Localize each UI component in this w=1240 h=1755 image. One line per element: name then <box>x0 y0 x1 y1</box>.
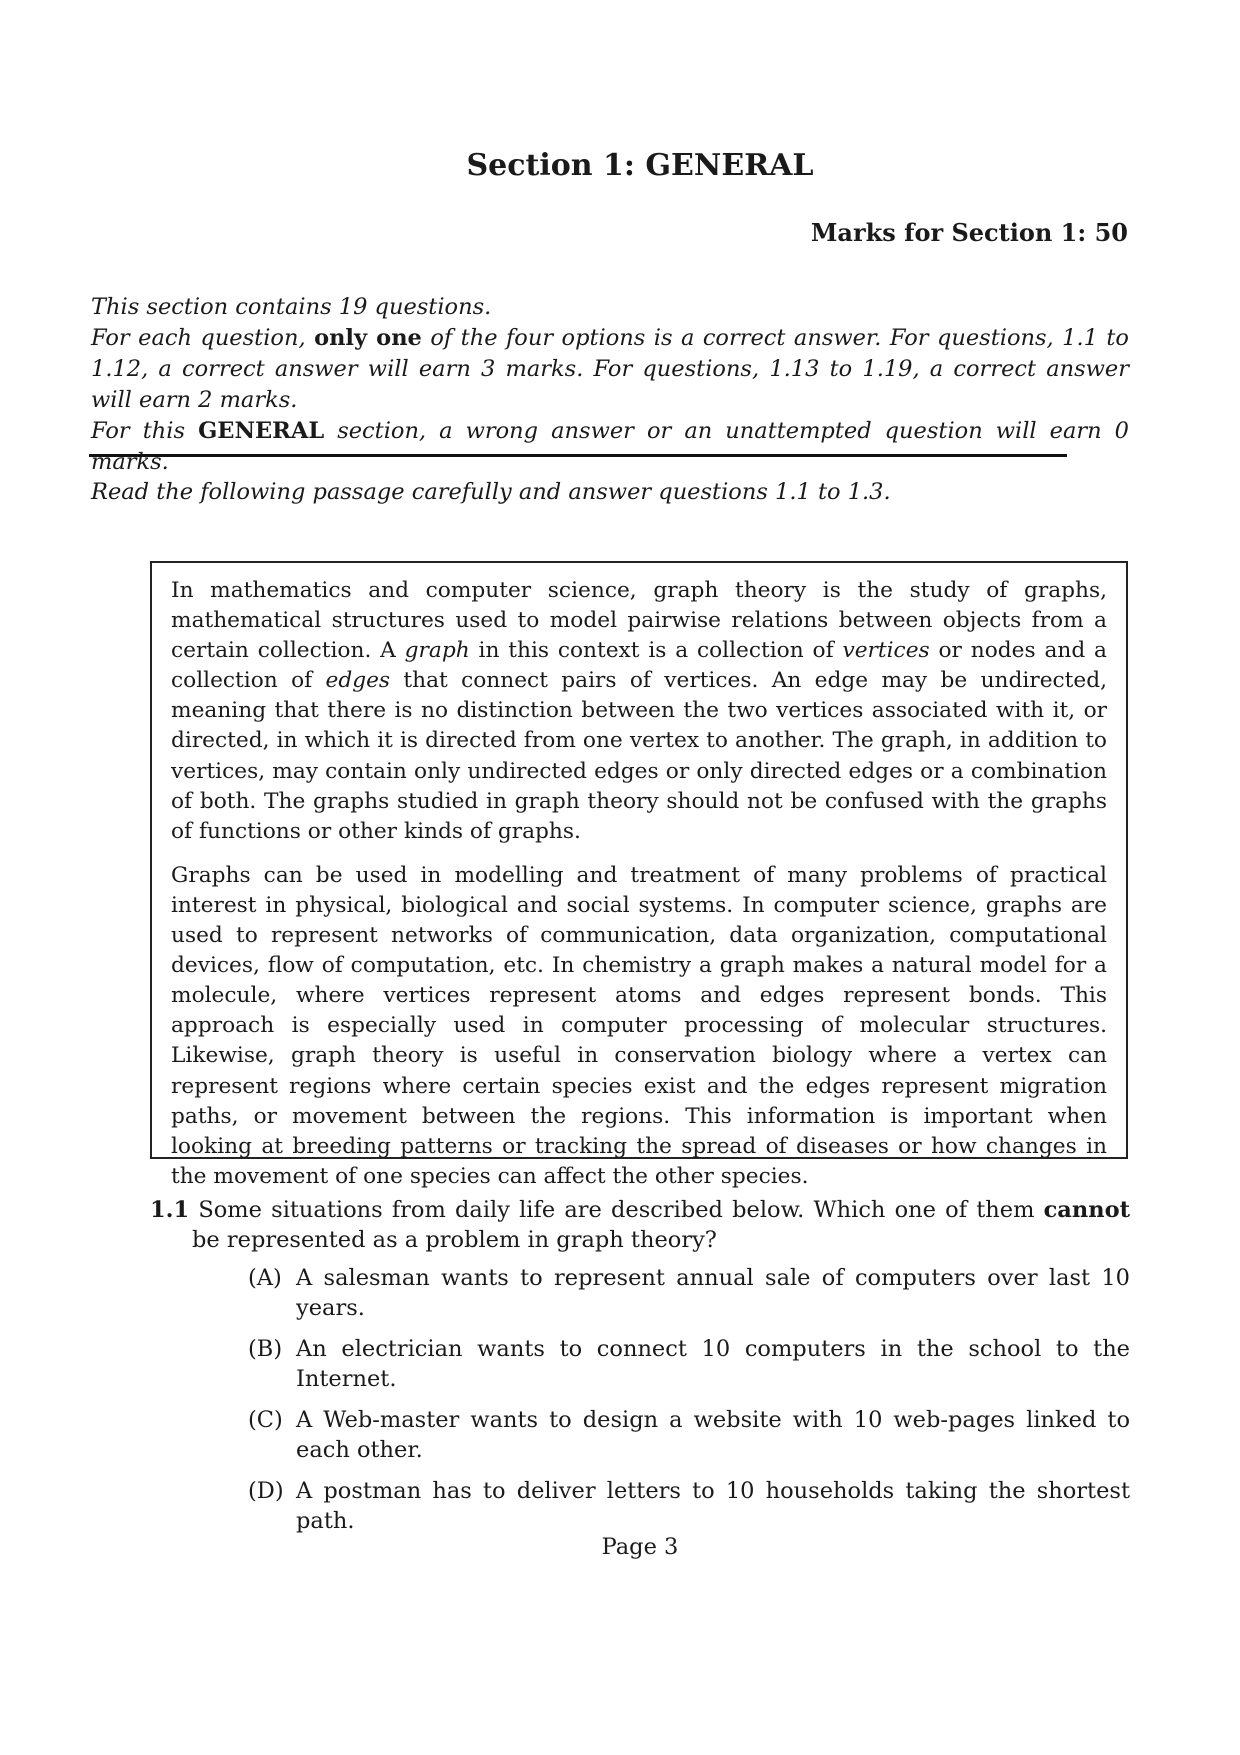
option-letter: (B) <box>248 1336 283 1362</box>
passage-term: graph <box>404 638 470 664</box>
option-text: A Web-master wants to design a website with 10 web-pages linked to each other. <box>296 1407 1130 1463</box>
passage-text: that connect pairs of vertices. An edge may be undirected, meaning that there is no distinction between the two vertices associated with it, or directed, in which it is directed from one vertex to another. The graph, in addition to vertices, may contain only undirected edges or only directed edges or a combination of both. The graphs studied in graph theory should not be confused with the graphs of functions or other kinds of graphs. <box>171 668 1108 844</box>
section-title: Section 1: GENERAL <box>466 148 814 183</box>
instruction-text: section, a wrong answer or an unattempted question will earn 0 marks. <box>91 418 1129 475</box>
option-c[interactable] <box>248 1405 1130 1465</box>
instruction-text: For each question, <box>91 325 315 351</box>
passage-paragraph-1 <box>171 576 1107 847</box>
instruction-question-count: This section contains 19 questions. <box>91 294 492 320</box>
option-text: A postman has to deliver letters to 10 households taking the shortest path. <box>296 1478 1130 1534</box>
option-text: An electrician wants to connect 10 computers in the school to the Internet. <box>296 1336 1130 1392</box>
instruction-marking-scheme <box>91 323 1129 416</box>
question-emphasis: cannot <box>1043 1197 1130 1223</box>
question-text: Some situations from daily life are described below. Which one of them <box>189 1197 1044 1223</box>
passage-term: vertices <box>842 638 930 664</box>
option-letter: (A) <box>248 1265 282 1291</box>
section-marks: Marks for Section 1: 50 <box>810 218 1128 247</box>
question-number: 1.1 <box>150 1197 190 1223</box>
question-text: be represented as a problem in graph theory? <box>192 1227 717 1253</box>
page-number: Page 3 <box>601 1534 679 1560</box>
option-b[interactable] <box>248 1334 1130 1394</box>
passage-box <box>150 561 1128 1189</box>
section-instructions <box>91 292 1129 478</box>
option-letter: (D) <box>248 1478 284 1504</box>
answer-options <box>150 1263 1130 1536</box>
instruction-negative-marking <box>91 416 1129 478</box>
passage-text: or nodes and a collection of <box>171 638 1107 694</box>
question-stem <box>150 1195 1130 1255</box>
option-letter: (C) <box>248 1407 283 1433</box>
question-1-1 <box>150 1195 1130 1547</box>
option-a[interactable] <box>248 1263 1130 1323</box>
passage-instruction: Read the following passage carefully and answer questions 1.1 to 1.3. <box>91 479 891 505</box>
horizontal-divider <box>89 454 1067 457</box>
option-text: A salesman wants to represent annual sale of computers over last 10 years. <box>296 1265 1130 1321</box>
passage-text: In mathematics and computer science, graph theory is the study of graphs, mathematical structures used to model pairwise relations between objects from a certain collection. A <box>171 578 1107 664</box>
passage-term: edges <box>325 668 391 694</box>
instruction-text: For this <box>91 418 199 444</box>
instruction-emphasis: only one <box>314 325 422 351</box>
option-d[interactable] <box>248 1476 1130 1536</box>
instruction-text: of the four options is a correct answer. For questions, 1.1 to 1.12, a correct answer will earn 3 marks. For questions, 1.13 to 1.19, a correct answer will earn 2 marks. <box>91 325 1129 413</box>
passage-text: in this context is a collection of <box>469 638 843 664</box>
instruction-emphasis: GENERAL <box>198 418 325 444</box>
passage-paragraph-2: Graphs can be used in modelling and treatment of many problems of practical interest in physical, biological and social systems. In computer science, graphs are used to represent networks of communication, data organization, computational devices, flow of computation, etc. In chemistry a graph makes a natural model for a molecule, where vertices represent atoms and edges represent bonds. This approach is especially used in computer processing of molecular structures. Likewise, graph theory is useful in conservation biology where a vertex can represent regions where certain species exist and the edges represent migration paths, or movement between the regions. This information is important when looking at breeding patterns or tracking the spread of diseases or how changes in the movement of one species can affect the other species. <box>171 862 1107 1189</box>
